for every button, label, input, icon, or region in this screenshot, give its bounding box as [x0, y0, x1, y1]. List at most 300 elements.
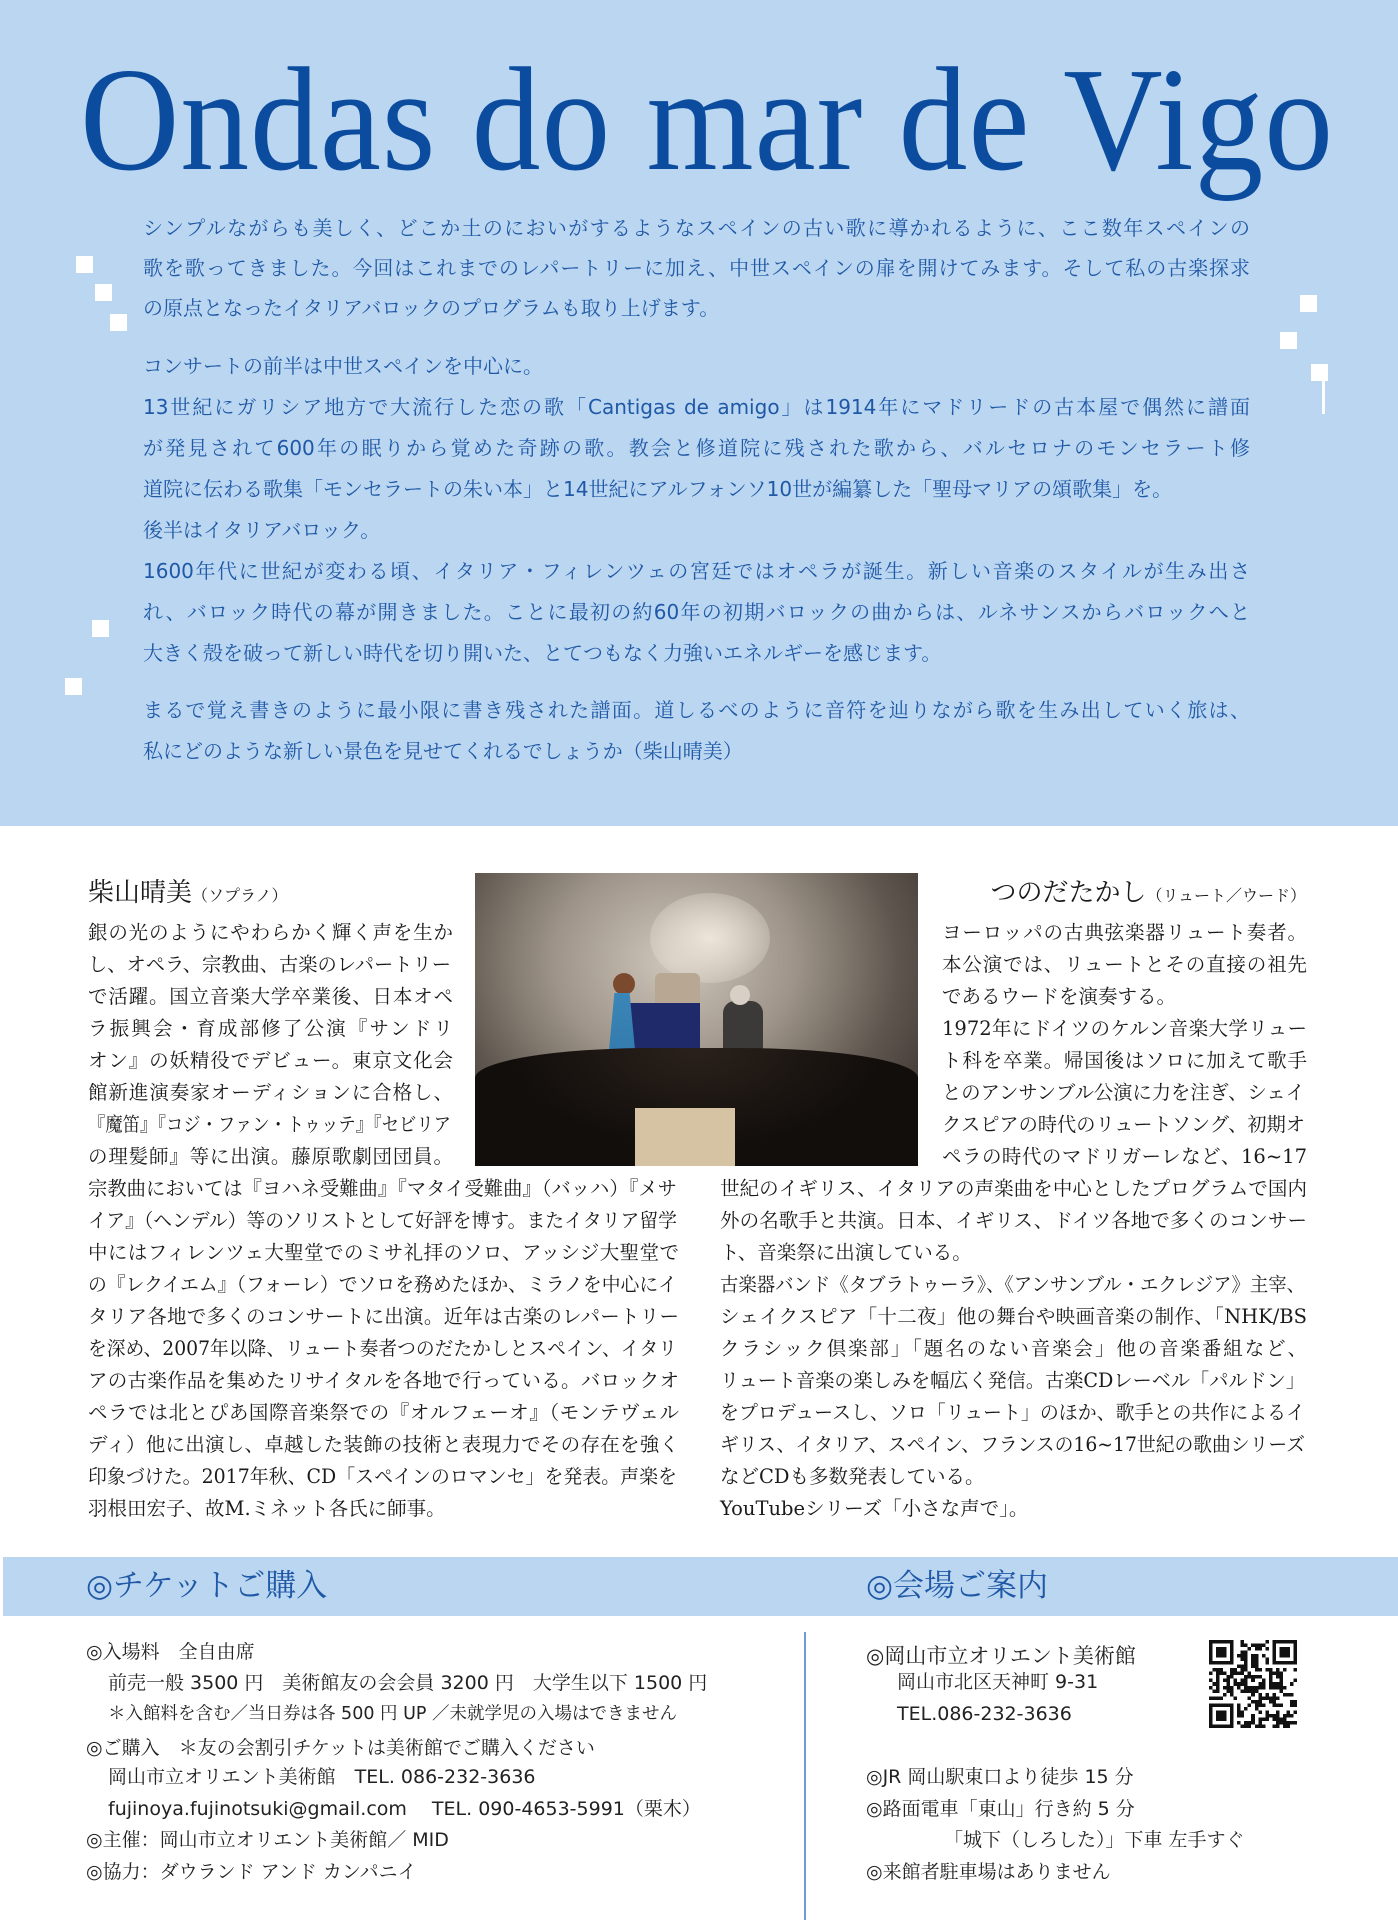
qr-module [1213, 1682, 1217, 1686]
qr-module [1244, 1644, 1248, 1648]
qr-module [1286, 1721, 1290, 1725]
decorative-square [110, 314, 127, 331]
qr-module [1269, 1668, 1273, 1672]
qr-module [1209, 1672, 1213, 1676]
qr-module [1255, 1665, 1259, 1669]
qr-module [1293, 1710, 1297, 1714]
qr-module [1248, 1675, 1252, 1679]
qr-module [1248, 1689, 1252, 1693]
qr-module [1234, 1679, 1238, 1683]
qr-module [1258, 1675, 1262, 1679]
qr-module [1272, 1672, 1276, 1676]
concert-photo [475, 873, 918, 1166]
performer-role: （リュート／ウード） [1146, 886, 1306, 905]
qr-module [1244, 1651, 1248, 1655]
qr-module [1279, 1682, 1283, 1686]
qr-module [1258, 1721, 1262, 1725]
qr-module [1241, 1654, 1245, 1658]
qr-module [1241, 1714, 1245, 1718]
text-line: を深め、2007年以降、リュート奏者つのだたかしとスペイン、イタリ [88, 1337, 678, 1360]
access-jr: ◎JR 岡山駅東口より徒歩 15 分 [866, 1766, 1134, 1788]
qr-module [1248, 1686, 1252, 1690]
qr-module [1244, 1675, 1248, 1679]
text-line: 外の名歌手と共演。日本、イギリス、ドイツ各地で多くのコンサー [720, 1209, 1307, 1232]
qr-module [1251, 1661, 1255, 1665]
qr-module [1251, 1721, 1255, 1725]
text-line: 道院に伝わる歌集「モンセラートの朱い本」と14世紀にアルフォンソ10世が編纂した「聖母マリアの頌歌集」を。 [143, 477, 1173, 501]
qr-module [1265, 1640, 1269, 1644]
qr-module [1290, 1721, 1294, 1725]
qr-module [1248, 1696, 1252, 1700]
text-line: ギリス、イタリア、スペイン、フランスの16~17世紀の歌曲シリーズ [720, 1433, 1306, 1456]
text-line: ト、音楽祭に出演している。 [720, 1241, 972, 1264]
qr-module [1265, 1658, 1269, 1662]
purchase-email[interactable]: fujinoya.fujinotsuki@gmail.com TEL. 090-4653-5991（栗木） [108, 1798, 701, 1820]
qr-module [1230, 1686, 1234, 1690]
qr-module [1251, 1679, 1255, 1683]
qr-module [1255, 1668, 1259, 1672]
qr-module [1244, 1679, 1248, 1683]
qr-module [1276, 1672, 1280, 1676]
text-line: し、オペラ、宗教曲、古楽のレパートリー [88, 953, 451, 976]
qr-module [1255, 1675, 1259, 1679]
qr-module [1230, 1668, 1234, 1672]
qr-module [1255, 1689, 1259, 1693]
qr-module [1244, 1665, 1248, 1669]
qr-module [1276, 1686, 1280, 1690]
qr-module [1248, 1721, 1252, 1725]
text-line: ディ）他に出演し、卓越した装飾の技術と表現力でその存在を強く [88, 1433, 679, 1456]
qr-module [1290, 1693, 1294, 1697]
organizer: ◎主催：岡山市立オリエント美術館／ MID [86, 1829, 449, 1851]
qr-module [1255, 1700, 1259, 1704]
purchase-museum: 岡山市立オリエント美術館 TEL. 086-232-3636 [108, 1766, 536, 1788]
qr-module [1265, 1714, 1269, 1718]
qr-module [1276, 1675, 1280, 1679]
qr-module [1258, 1686, 1262, 1690]
qr-module [1244, 1724, 1248, 1728]
qr-module [1283, 1724, 1287, 1728]
text-line: 印象づけた。2017年秋、CD「スペインのロマンセ」を発表。声楽を [88, 1465, 677, 1488]
qr-code-icon[interactable] [1209, 1640, 1297, 1728]
qr-module [1293, 1703, 1297, 1707]
cooperation: ◎協力：ダウランド アンド カンパニイ [86, 1861, 417, 1883]
qr-module [1213, 1689, 1217, 1693]
qr-module [1209, 1679, 1213, 1683]
qr-module [1237, 1686, 1241, 1690]
qr-module [1258, 1644, 1262, 1648]
text-line: まるで覚え書きのように最小限に書き残された譜面。道しるべのように音符を辿りながら歌を生み出していく旅は、 [143, 698, 1250, 722]
qr-module [1262, 1724, 1266, 1728]
qr-module [1237, 1682, 1241, 1686]
qr-module [1258, 1647, 1262, 1651]
text-line: アの古楽作品を集めたリサイタルを各地で行っている。バロックオ [88, 1369, 679, 1392]
qr-module [1241, 1689, 1245, 1693]
qr-module [1283, 1668, 1287, 1672]
qr-module [1251, 1686, 1255, 1690]
qr-module [1244, 1654, 1248, 1658]
qr-module [1269, 1714, 1273, 1718]
qr-module [1293, 1700, 1297, 1704]
qr-module [1227, 1689, 1231, 1693]
parking-note: ◎来館者駐車場はありません [866, 1861, 1111, 1883]
qr-module [1255, 1703, 1259, 1707]
performer-name-tsunoda [990, 872, 1306, 909]
qr-module [1209, 1696, 1213, 1700]
text-line: 後半はイタリアバロック。 [143, 518, 381, 542]
qr-module [1283, 1686, 1287, 1690]
qr-module [1216, 1672, 1220, 1676]
qr-module [1244, 1668, 1248, 1672]
qr-module [1248, 1647, 1252, 1651]
decorative-square [1300, 295, 1317, 312]
text-line: 本公演では、リュートとその直接の祖先 [942, 953, 1307, 976]
qr-module [1265, 1647, 1269, 1651]
qr-module [1265, 1710, 1269, 1714]
qr-module [1272, 1696, 1276, 1700]
decorative-square [76, 256, 93, 273]
text-line: であるウードを演奏する。 [942, 985, 1177, 1008]
qr-module [1227, 1679, 1231, 1683]
qr-module [1255, 1647, 1259, 1651]
text-line: 館新進演奏家オーディションに合格し、 [88, 1081, 453, 1104]
text-line: 大きく殻を破って新しい時代を切り開いた、とてつもなく力強いエネルギーを感じます。 [143, 641, 942, 665]
qr-module [1283, 1721, 1287, 1725]
qr-module [1216, 1679, 1220, 1683]
ticket-price-heading: ◎入場料 全自由席 [86, 1641, 255, 1663]
text-line: シンプルながらも美しく、どこか土のにおいがするようなスペインの古い歌に導かれるように、ここ数年スペインの [143, 216, 1250, 240]
qr-module [1272, 1700, 1276, 1704]
text-line: タリア各地で多くのコンサートに出演。近年は古楽のレパートリー [88, 1305, 679, 1328]
qr-module [1272, 1703, 1276, 1707]
qr-module [1216, 1686, 1220, 1690]
qr-module [1230, 1675, 1234, 1679]
venue-name: ◎岡山市立オリエント美術館 [866, 1644, 1136, 1668]
performer-name: つのだたかし [990, 878, 1147, 908]
access-tram-stop: 「城下（しろした）」下車 左手すぐ [944, 1829, 1245, 1851]
text-line: ペラでは北とぴあ国際音楽祭での『オルフェーオ』（モンテヴェル [88, 1401, 679, 1424]
qr-module [1216, 1696, 1220, 1700]
qr-module [1272, 1714, 1276, 1718]
qr-module [1251, 1654, 1255, 1658]
qr-module [1265, 1696, 1269, 1700]
qr-module [1269, 1675, 1273, 1679]
qr-module [1279, 1717, 1283, 1721]
qr-module [1216, 1675, 1220, 1679]
qr-module [1241, 1672, 1245, 1676]
qr-module [1272, 1724, 1276, 1728]
qr-module [1269, 1672, 1273, 1676]
qr-module [1216, 1682, 1220, 1686]
qr-module [1255, 1707, 1259, 1711]
qr-module [1244, 1686, 1248, 1690]
text-line: などCDも多数発表している。 [720, 1465, 985, 1488]
qr-module [1279, 1689, 1283, 1693]
qr-module [1290, 1703, 1294, 1707]
qr-module [1220, 1696, 1224, 1700]
text-line: 羽根田宏子、故M.ミネット各氏に師事。 [88, 1497, 446, 1520]
qr-module [1279, 1679, 1283, 1683]
qr-module [1223, 1679, 1227, 1683]
lutenist-head [730, 985, 750, 1005]
decorative-bar [1322, 380, 1325, 414]
qr-module [1251, 1658, 1255, 1662]
text-line: で活躍。国立音楽大学卒業後、日本オペ [88, 985, 453, 1008]
qr-module [1223, 1686, 1227, 1690]
qr-module [1251, 1717, 1255, 1721]
qr-module [1258, 1717, 1262, 1721]
qr-module [1290, 1714, 1294, 1718]
qr-module [1230, 1689, 1234, 1693]
qr-module [1241, 1640, 1245, 1644]
purchase-heading: ◎ご購入 ＊友の会割引チケットは美術館でご購入ください [86, 1737, 595, 1759]
qr-module [1272, 1717, 1276, 1721]
qr-module [1276, 1696, 1280, 1700]
text-line: 中にはフィレンツェ大聖堂でのミサ礼拝のソロ、アッシジ大聖堂で [88, 1241, 679, 1264]
qr-module [1244, 1661, 1248, 1665]
qr-module [1269, 1682, 1273, 1686]
text-line: 13世紀にガリシア地方で大流行した恋の歌「Cantigas de amigo」は1914年にマドリードの古本屋で偶然に譜面 [143, 395, 1250, 419]
text-line: シェイクスピア「十二夜」他の舞台や映画音楽の制作、「NHK/BS [720, 1305, 1307, 1328]
qr-module [1251, 1675, 1255, 1679]
qr-module [1286, 1714, 1290, 1718]
qr-module [1276, 1682, 1280, 1686]
qr-module [1262, 1644, 1266, 1648]
qr-module [1276, 1724, 1280, 1728]
qr-module [1251, 1714, 1255, 1718]
performer-role: （ソプラノ） [192, 886, 288, 905]
text-line: が発見されて600年の眠りから覚めた奇跡の歌。教会と修道院に残された歌から、バルセロナのモンセラート修 [143, 436, 1250, 460]
text-line: コンサートの前半は中世スペインを中心に。 [143, 354, 543, 378]
stage [635, 1108, 735, 1166]
text-line: 『魔笛』『コジ・ファン・トゥッテ』『セビリア [88, 1113, 451, 1136]
text-line: れ、バロック時代の幕が開きました。ことに最初の約60年の初期バロックの曲からは、ルネサンスからバロックへと [143, 600, 1250, 624]
qr-module [1241, 1679, 1245, 1683]
text-line: クスピアの時代のリュートソング、初期オ [942, 1113, 1305, 1136]
page-title: Ondas do mar de Vigo [80, 38, 1335, 202]
performer-name: 柴山晴美 [88, 878, 193, 908]
qr-module [1220, 1672, 1224, 1676]
qr-module [1293, 1721, 1297, 1725]
text-line: 1972年にドイツのケルン音楽大学リュー [942, 1017, 1307, 1040]
qr-module [1258, 1668, 1262, 1672]
text-line: 世紀のイギリス、イタリアの声楽曲を中心としたプログラムで国内 [720, 1177, 1307, 1200]
qr-module [1258, 1682, 1262, 1686]
venue-tel: TEL.086-232-3636 [897, 1703, 1072, 1725]
qr-module [1255, 1724, 1259, 1728]
text-line: とのアンサンブル公演に力を注ぎ、シェイ [942, 1081, 1305, 1104]
column-divider [804, 1632, 806, 1920]
qr-module [1262, 1682, 1266, 1686]
qr-module [1241, 1665, 1245, 1669]
text-line: クラシック倶楽部」「題名のない音楽会」他の音楽番組など、 [720, 1337, 1307, 1360]
qr-module [1286, 1710, 1290, 1714]
qr-module [1209, 1686, 1213, 1690]
qr-module [1234, 1682, 1238, 1686]
qr-module [1230, 1672, 1234, 1676]
qr-module [1237, 1672, 1241, 1676]
qr-module [1241, 1668, 1245, 1672]
singer-head [613, 973, 635, 995]
qr-module [1262, 1696, 1266, 1700]
text-line: の理髪師』等に出演。藤原歌劇団団員。 [88, 1145, 453, 1168]
qr-module [1213, 1696, 1217, 1700]
qr-module [1255, 1661, 1259, 1665]
qr-module [1269, 1679, 1273, 1683]
venue-heading: ◎会場ご案内 [866, 1568, 1049, 1604]
access-tram: ◎路面電車「東山」行き約 5 分 [866, 1798, 1135, 1820]
decorative-square [1311, 364, 1328, 381]
qr-module [1234, 1668, 1238, 1672]
qr-module [1237, 1714, 1241, 1718]
qr-module [1255, 1658, 1259, 1662]
text-line: リュート音楽の楽しみを幅広く発信。古楽CDレーベル「パルドン」 [720, 1369, 1306, 1392]
qr-module [1258, 1700, 1262, 1704]
qr-module [1216, 1689, 1220, 1693]
qr-module [1237, 1703, 1241, 1707]
qr-module [1255, 1644, 1259, 1648]
performer-name-shibayama [88, 872, 288, 909]
qr-module [1244, 1707, 1248, 1711]
qr-module [1244, 1658, 1248, 1662]
text-line: の『レクイエム』（フォーレ）でソロを務めたほか、ミラノを中心にイ [88, 1273, 677, 1296]
qr-module [1265, 1661, 1269, 1665]
text-line: をプロデュースし、ソロ「リュート」のほか、歌手との共作によるイ [720, 1401, 1306, 1424]
qr-module [1258, 1693, 1262, 1697]
qr-module [1262, 1703, 1266, 1707]
text-line: ヨーロッパの古典弦楽器リュート奏者。 [942, 921, 1307, 944]
qr-module [1227, 1675, 1231, 1679]
qr-module [1227, 1682, 1231, 1686]
text-line: 宗教曲においては『ヨハネ受難曲』『マタイ受難曲』（バッハ）『メサ [88, 1177, 678, 1200]
tickets-heading: ◎チケットご購入 [86, 1568, 328, 1604]
qr-module [1220, 1668, 1224, 1672]
qr-module [1279, 1686, 1283, 1690]
qr-module [1237, 1665, 1241, 1669]
text-line: オン』の妖精役でデビュー。東京文化会 [88, 1049, 453, 1072]
text-line: の原点となったイタリアバロックのプログラムも取り上げます。 [143, 296, 720, 320]
decorative-square [92, 620, 109, 637]
qr-module [1241, 1644, 1245, 1648]
text-line: ラ振興会・育成部修了公演『サンドリ [88, 1017, 453, 1040]
qr-module [1237, 1654, 1241, 1658]
qr-module [1276, 1717, 1280, 1721]
qr-module [1248, 1703, 1252, 1707]
qr-module [1255, 1686, 1259, 1690]
ticket-note: ＊入館料を含む／当日券は各 500 円 UP ／未就学児の入場はできません [108, 1704, 678, 1724]
qr-module [1293, 1668, 1297, 1672]
qr-module [1255, 1654, 1259, 1658]
qr-module [1276, 1714, 1280, 1718]
qr-module [1265, 1717, 1269, 1721]
text-line: ペラの時代のマドリガーレなど、16~17 [942, 1145, 1307, 1168]
qr-module [1276, 1668, 1280, 1672]
qr-module [1290, 1682, 1294, 1686]
qr-module [1279, 1721, 1283, 1725]
qr-module [1251, 1700, 1255, 1704]
qr-module [1262, 1654, 1266, 1658]
qr-module [1248, 1724, 1252, 1728]
text-line: 私にどのような新しい景色を見せてくれるでしょうか（柴山晴美） [143, 739, 743, 763]
qr-module [1237, 1707, 1241, 1711]
qr-module [1258, 1696, 1262, 1700]
qr-module [1244, 1682, 1248, 1686]
qr-module [1262, 1679, 1266, 1683]
qr-module [1258, 1724, 1262, 1728]
qr-module [1279, 1675, 1283, 1679]
qr-module [1279, 1672, 1283, 1676]
text-line: YouTubeシリーズ「小さな声で」。 [720, 1497, 1029, 1520]
qr-module [1283, 1714, 1287, 1718]
qr-module [1251, 1693, 1255, 1697]
text-line: ト科を卒業。帰国後はソロに加えて歌手 [942, 1049, 1307, 1072]
qr-module [1272, 1693, 1276, 1697]
qr-module [1286, 1724, 1290, 1728]
qr-module [1258, 1703, 1262, 1707]
qr-module [1269, 1686, 1273, 1690]
qr-module [1283, 1693, 1287, 1697]
qr-module [1265, 1693, 1269, 1697]
qr-module [1230, 1693, 1234, 1697]
qr-module [1241, 1724, 1245, 1728]
qr-module [1251, 1644, 1255, 1648]
text-line: イア』（ヘンデル）等のソリストとして好評を博す。またイタリア留学 [88, 1209, 677, 1232]
qr-module [1272, 1682, 1276, 1686]
qr-module [1269, 1700, 1273, 1704]
qr-finder [1279, 1647, 1290, 1658]
qr-module [1251, 1689, 1255, 1693]
qr-module [1279, 1703, 1283, 1707]
qr-finder [1216, 1647, 1227, 1658]
qr-module [1216, 1668, 1220, 1672]
qr-module [1213, 1668, 1217, 1672]
qr-module [1293, 1679, 1297, 1683]
qr-module [1244, 1721, 1248, 1725]
qr-module [1241, 1682, 1245, 1686]
decorative-square [95, 284, 112, 301]
qr-module [1272, 1686, 1276, 1690]
qr-module [1223, 1693, 1227, 1697]
qr-module [1241, 1651, 1245, 1655]
qr-module [1223, 1672, 1227, 1676]
qr-module [1237, 1710, 1241, 1714]
qr-module [1286, 1693, 1290, 1697]
venue-address: 岡山市北区天神町 9-31 [897, 1671, 1099, 1693]
qr-module [1227, 1686, 1231, 1690]
text-line: 古楽器バンド《タブラトゥーラ》、《アンサンブル・エクレジア》主宰、 [720, 1273, 1306, 1296]
text-line: 銀の光のようにやわらかく輝く声を生か [88, 921, 453, 944]
qr-module [1269, 1696, 1273, 1700]
qr-module [1276, 1710, 1280, 1714]
qr-finder [1216, 1710, 1227, 1721]
spotlight [650, 893, 770, 983]
qr-module [1262, 1686, 1266, 1690]
qr-module [1244, 1689, 1248, 1693]
decorative-square [1280, 332, 1297, 349]
qr-module [1276, 1721, 1280, 1725]
qr-module [1258, 1710, 1262, 1714]
qr-module [1251, 1665, 1255, 1669]
qr-module [1262, 1717, 1266, 1721]
qr-module [1276, 1703, 1280, 1707]
qr-module [1248, 1672, 1252, 1676]
qr-module [1234, 1672, 1238, 1676]
qr-module [1290, 1700, 1294, 1704]
text-line: 歌を歌ってきました。今回はこれまでのレパートリーに加え、中世スペインの扉を開けてみます。そして私の古楽探求 [143, 256, 1250, 280]
qr-module [1241, 1710, 1245, 1714]
qr-module [1241, 1658, 1245, 1662]
qr-module [1283, 1717, 1287, 1721]
